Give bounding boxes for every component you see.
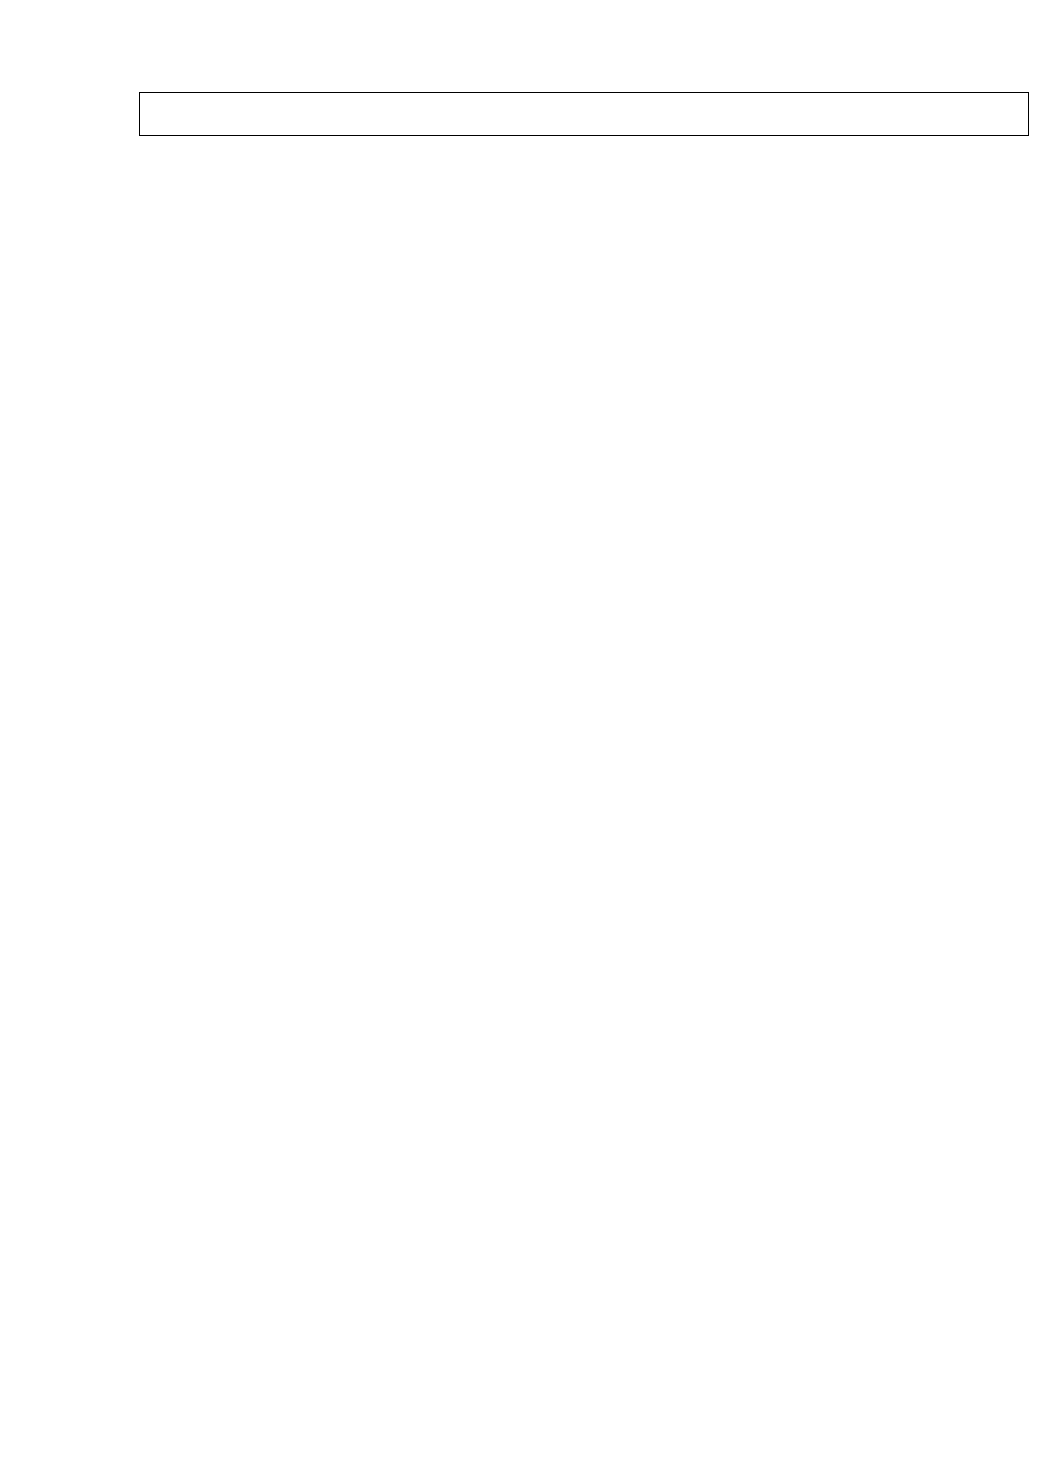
table-section <box>140 93 1029 136</box>
section-title <box>140 93 1029 136</box>
nutrition-table <box>139 92 1029 136</box>
section-row <box>140 93 1029 136</box>
